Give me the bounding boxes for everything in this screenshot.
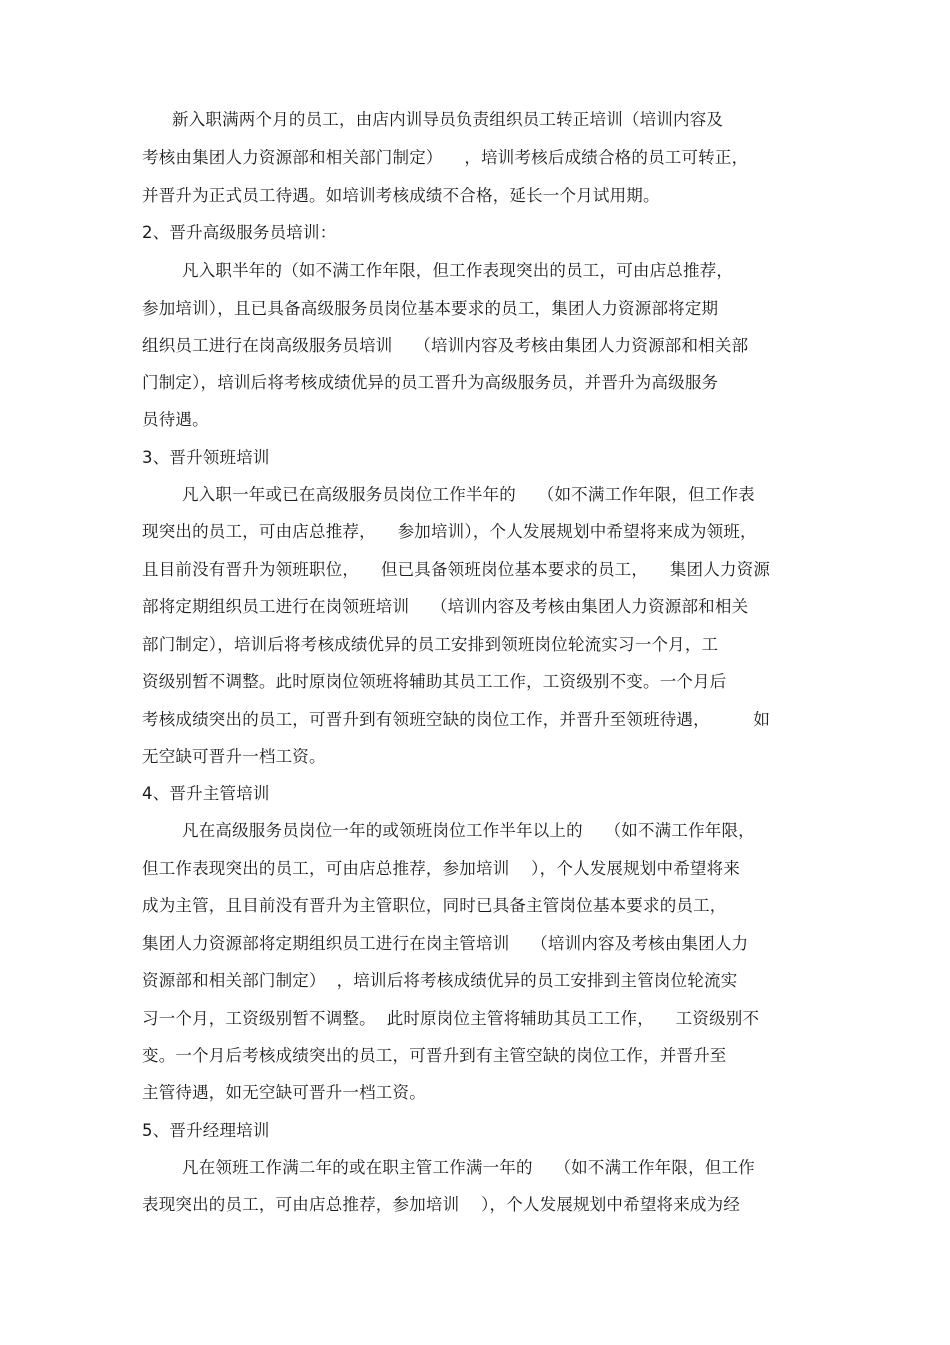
paragraph-line: 凡在高级服务员岗位一年的或领班岗位工作半年以上的 （如不满工作年限， bbox=[182, 821, 755, 840]
paragraph-line: 表现突出的员工，可由店总推荐，参加培训 ），个人发展规划中希望将来成为经 bbox=[142, 1195, 741, 1214]
paragraph-line: 习一个月，工资级别暂不调整。 此时原岗位主管将辅助其员工工作， 工资级别不 bbox=[142, 1009, 760, 1028]
section-heading: 2、晋升高级服务员培训： bbox=[142, 223, 337, 242]
paragraph-line: 部将定期组织员工进行在岗领班培训 （培训内容及考核由集团人力资源部和相关 bbox=[142, 597, 749, 616]
paragraph-line: 新入职满两个月的员工，由店内训导员负责组织员工转正培训（培训内容及 bbox=[172, 110, 724, 129]
section-heading: 5、晋升经理培训 bbox=[142, 1121, 270, 1140]
paragraph-line: 参加培训），且已具备高级服务员岗位基本要求的员工，集团人力资源部将定期 bbox=[142, 299, 719, 318]
paragraph-line: 员待遇。 bbox=[142, 410, 209, 429]
paragraph-line: 凡在领班工作满二年的或在职主管工作满一年的 （如不满工作年限，但工作 bbox=[182, 1158, 755, 1177]
paragraph-line: 考核由集团人力资源部和相关部门制定） ，培训考核后成绩合格的员工可转正， bbox=[142, 148, 749, 167]
paragraph-line: 现突出的员工，可由店总推荐， 参加培训），个人发展规划中希望将来成为领班， bbox=[142, 522, 757, 541]
paragraph-line: 主管待遇，如无空缺可晋升一档工资。 bbox=[142, 1083, 426, 1102]
paragraph-line: 集团人力资源部将定期组织员工进行在岗主管培训 （培训内容及考核由集团人力 bbox=[142, 934, 749, 953]
paragraph-line: 并晋升为正式员工待遇。如培训考核成绩不合格，延长一个月试用期。 bbox=[142, 186, 660, 205]
paragraph-line: 凡入职半年的（如不满工作年限，但工作表现突出的员工，可由店总推荐， bbox=[182, 261, 734, 280]
paragraph-line: 变。一个月后考核成绩突出的员工，可晋升到有主管空缺的岗位工作，并晋升至 bbox=[142, 1046, 727, 1065]
section-heading: 4、晋升主管培训 bbox=[142, 784, 270, 803]
paragraph-line: 资源部和相关部门制定） ，培训后将考核成绩优异的员工安排到主管岗位轮流实 bbox=[142, 971, 738, 990]
paragraph-line: 组织员工进行在岗高级服务员培训 （培训内容及考核由集团人力资源部和相关部 bbox=[142, 336, 749, 355]
paragraph-line: 但工作表现突出的员工，可由店总推荐，参加培训 ），个人发展规划中希望将来 bbox=[142, 859, 741, 878]
section-heading: 3、晋升领班培训 bbox=[142, 448, 270, 467]
paragraph-line: 考核成绩突出的员工，可晋升到有领班空缺的岗位工作，并晋升至领班待遇， 如 bbox=[142, 710, 771, 729]
paragraph-line: 部门制定），培训后将考核成绩优异的员工安排到领班岗位轮流实习一个月，工 bbox=[142, 635, 719, 654]
paragraph-line: 且目前没有晋升为领班职位， 但已具备领班岗位基本要求的员工， 集团人力资源 bbox=[142, 560, 771, 579]
paragraph-line: 无空缺可晋升一档工资。 bbox=[142, 747, 326, 766]
paragraph-line: 成为主管，且目前没有晋升为主管职位，同时已具备主管岗位基本要求的员工， bbox=[142, 896, 727, 915]
paragraph-line: 门制定），培训后将考核成绩优异的员工晋升为高级服务员，并晋升为高级服务 bbox=[142, 373, 719, 392]
paragraph-line: 凡入职一年或已在高级服务员岗位工作半年的 （如不满工作年限，但工作表 bbox=[182, 485, 755, 504]
paragraph-line: 资级别暂不调整。此时原岗位领班将辅助其员工工作，工资级别不变。一个月后 bbox=[142, 672, 727, 691]
